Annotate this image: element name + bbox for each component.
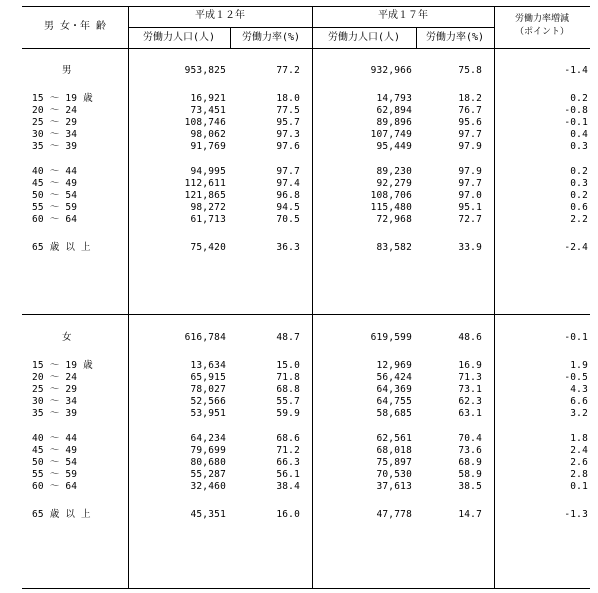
change-cell: -0.1 <box>564 332 588 343</box>
pop12-cell: 13,634 <box>190 360 226 371</box>
age-label: 65 歳 以 上 <box>32 242 91 253</box>
rate17-cell: 68.9 <box>458 457 482 468</box>
rate12-cell: 56.1 <box>276 469 300 480</box>
pop17-cell: 89,896 <box>376 117 412 128</box>
change-cell: -0.5 <box>564 372 588 383</box>
pop17-cell: 75,897 <box>376 457 412 468</box>
change-cell: -2.4 <box>564 242 588 253</box>
pop17-cell: 70,530 <box>376 469 412 480</box>
pop17-cell: 12,969 <box>376 360 412 371</box>
pop17-cell: 37,613 <box>376 481 412 492</box>
pop12-cell: 32,460 <box>190 481 226 492</box>
change-cell: 0.3 <box>570 178 588 189</box>
change-cell: -0.1 <box>564 117 588 128</box>
pop17-cell: 58,685 <box>376 408 412 419</box>
rate12-cell: 59.9 <box>276 408 300 419</box>
col-divider <box>494 6 495 589</box>
rate17-cell: 97.9 <box>458 166 482 177</box>
pop17-cell: 932,966 <box>370 65 412 76</box>
change-cell: 0.3 <box>570 141 588 152</box>
age-label: 35 ～ 39 <box>32 141 78 152</box>
change-cell: 0.2 <box>570 93 588 104</box>
rate17-cell: 62.3 <box>458 396 482 407</box>
rate12-cell: 15.0 <box>276 360 300 371</box>
header-year17: 平成１７年 <box>378 10 428 21</box>
age-label: 50 ～ 54 <box>32 457 78 468</box>
age-label: 20 ～ 24 <box>32 372 78 383</box>
rate17-cell: 73.1 <box>458 384 482 395</box>
rate12-cell: 95.7 <box>276 117 300 128</box>
pop12-cell: 98,272 <box>190 202 226 213</box>
rate17-cell: 38.5 <box>458 481 482 492</box>
rate12-cell: 97.6 <box>276 141 300 152</box>
rate12-cell: 66.3 <box>276 457 300 468</box>
rate17-cell: 14.7 <box>458 509 482 520</box>
pop17-cell: 108,706 <box>370 190 412 201</box>
pop12-cell: 78,027 <box>190 384 226 395</box>
pop12-cell: 94,995 <box>190 166 226 177</box>
rate17-cell: 73.6 <box>458 445 482 456</box>
rule-bottom <box>22 588 590 589</box>
rate12-cell: 70.5 <box>276 214 300 225</box>
change-cell: 3.2 <box>570 408 588 419</box>
rate12-cell: 77.5 <box>276 105 300 116</box>
pop12-cell: 53,951 <box>190 408 226 419</box>
pop17-cell: 89,230 <box>376 166 412 177</box>
age-label: 30 ～ 34 <box>32 129 78 140</box>
rate17-cell: 16.9 <box>458 360 482 371</box>
change-cell: 0.1 <box>570 481 588 492</box>
header-rate17: 労働力率(%) <box>425 32 485 43</box>
pop17-cell: 95,449 <box>376 141 412 152</box>
change-cell: 1.9 <box>570 360 588 371</box>
col-divider <box>128 6 129 589</box>
change-cell: -1.4 <box>564 65 588 76</box>
pop12-cell: 616,784 <box>184 332 226 343</box>
change-cell: 6.6 <box>570 396 588 407</box>
rate17-cell: 72.7 <box>458 214 482 225</box>
pop17-cell: 56,424 <box>376 372 412 383</box>
rate17-cell: 33.9 <box>458 242 482 253</box>
age-label: 35 ～ 39 <box>32 408 78 419</box>
pop12-cell: 112,611 <box>184 178 226 189</box>
pop17-cell: 92,279 <box>376 178 412 189</box>
change-cell: 0.4 <box>570 129 588 140</box>
change-cell: 2.2 <box>570 214 588 225</box>
rule-top <box>22 6 590 7</box>
rate12-cell: 38.4 <box>276 481 300 492</box>
pop12-cell: 91,769 <box>190 141 226 152</box>
rate12-cell: 36.3 <box>276 242 300 253</box>
age-label: 65 歳 以 上 <box>32 509 91 520</box>
pop12-cell: 65,915 <box>190 372 226 383</box>
change-cell: 0.6 <box>570 202 588 213</box>
rate12-cell: 55.7 <box>276 396 300 407</box>
header-change-unit: （ポイント） <box>514 27 569 37</box>
change-cell: 0.2 <box>570 190 588 201</box>
pop17-cell: 83,582 <box>376 242 412 253</box>
age-label: 45 ～ 49 <box>32 445 78 456</box>
pop12-cell: 953,825 <box>184 65 226 76</box>
rate17-cell: 97.7 <box>458 178 482 189</box>
age-label: 60 ～ 64 <box>32 214 78 225</box>
age-label: 15 ～ 19 歳 <box>32 360 93 371</box>
rate12-cell: 96.8 <box>276 190 300 201</box>
pop12-cell: 121,865 <box>184 190 226 201</box>
pop17-cell: 107,749 <box>370 129 412 140</box>
change-cell: 1.8 <box>570 433 588 444</box>
age-label: 25 ～ 29 <box>32 384 78 395</box>
pop17-cell: 47,778 <box>376 509 412 520</box>
age-label: 45 ～ 49 <box>32 178 78 189</box>
pop12-cell: 79,699 <box>190 445 226 456</box>
header-pop12: 労働力人口(人) <box>142 32 216 43</box>
rule-subheader <box>128 27 494 28</box>
pop17-cell: 14,793 <box>376 93 412 104</box>
rate12-cell: 94.5 <box>276 202 300 213</box>
rate12-cell: 16.0 <box>276 509 300 520</box>
change-cell: 2.6 <box>570 457 588 468</box>
col-divider <box>312 6 313 589</box>
rate12-cell: 71.2 <box>276 445 300 456</box>
pop17-cell: 62,561 <box>376 433 412 444</box>
pop12-cell: 98,062 <box>190 129 226 140</box>
age-label: 60 ～ 64 <box>32 481 78 492</box>
age-label: 40 ～ 44 <box>32 433 78 444</box>
rule-header <box>22 48 590 49</box>
rate12-cell: 97.4 <box>276 178 300 189</box>
pop17-cell: 64,755 <box>376 396 412 407</box>
section-label: 男 <box>62 65 72 76</box>
header-change: 労働力率増減 <box>514 14 569 24</box>
pop12-cell: 55,287 <box>190 469 226 480</box>
age-label: 55 ～ 59 <box>32 469 78 480</box>
pop12-cell: 73,451 <box>190 105 226 116</box>
pop12-cell: 52,566 <box>190 396 226 407</box>
rate12-cell: 77.2 <box>276 65 300 76</box>
pop12-cell: 16,921 <box>190 93 226 104</box>
age-label: 50 ～ 54 <box>32 190 78 201</box>
header-rate12: 労働力率(%) <box>241 32 301 43</box>
change-cell: 0.2 <box>570 166 588 177</box>
change-cell: -1.3 <box>564 509 588 520</box>
header-pop17: 労働力人口(人) <box>327 32 401 43</box>
rule-section <box>22 314 590 315</box>
change-cell: 2.8 <box>570 469 588 480</box>
change-cell: 2.4 <box>570 445 588 456</box>
rate17-cell: 71.3 <box>458 372 482 383</box>
age-label: 30 ～ 34 <box>32 396 78 407</box>
rate12-cell: 97.7 <box>276 166 300 177</box>
rate17-cell: 95.6 <box>458 117 482 128</box>
rate17-cell: 97.9 <box>458 141 482 152</box>
rate17-cell: 97.7 <box>458 129 482 140</box>
header-sex-age: 男 女・年 齢 <box>43 21 107 32</box>
pop17-cell: 68,018 <box>376 445 412 456</box>
rate17-cell: 18.2 <box>458 93 482 104</box>
rate12-cell: 68.8 <box>276 384 300 395</box>
header-year12: 平成１２年 <box>195 10 245 21</box>
pop12-cell: 75,420 <box>190 242 226 253</box>
rate17-cell: 63.1 <box>458 408 482 419</box>
age-label: 25 ～ 29 <box>32 117 78 128</box>
age-label: 40 ～ 44 <box>32 166 78 177</box>
rate12-cell: 97.3 <box>276 129 300 140</box>
pop12-cell: 64,234 <box>190 433 226 444</box>
pop17-cell: 115,480 <box>370 202 412 213</box>
rate17-cell: 75.8 <box>458 65 482 76</box>
pop17-cell: 62,894 <box>376 105 412 116</box>
pop17-cell: 64,369 <box>376 384 412 395</box>
age-label: 20 ～ 24 <box>32 105 78 116</box>
pop12-cell: 45,351 <box>190 509 226 520</box>
rate17-cell: 48.6 <box>458 332 482 343</box>
rate17-cell: 97.0 <box>458 190 482 201</box>
change-cell: -0.8 <box>564 105 588 116</box>
rate17-cell: 95.1 <box>458 202 482 213</box>
rate12-cell: 71.8 <box>276 372 300 383</box>
rate17-cell: 76.7 <box>458 105 482 116</box>
rate17-cell: 58.9 <box>458 469 482 480</box>
rate12-cell: 18.0 <box>276 93 300 104</box>
rate12-cell: 68.6 <box>276 433 300 444</box>
change-cell: 4.3 <box>570 384 588 395</box>
age-label: 55 ～ 59 <box>32 202 78 213</box>
pop12-cell: 80,680 <box>190 457 226 468</box>
section-label: 女 <box>62 332 72 343</box>
pop12-cell: 108,746 <box>184 117 226 128</box>
rate17-cell: 70.4 <box>458 433 482 444</box>
age-label: 15 ～ 19 歳 <box>32 93 93 104</box>
labor-force-table <box>22 6 590 589</box>
pop17-cell: 72,968 <box>376 214 412 225</box>
pop12-cell: 61,713 <box>190 214 226 225</box>
pop17-cell: 619,599 <box>370 332 412 343</box>
rate12-cell: 48.7 <box>276 332 300 343</box>
